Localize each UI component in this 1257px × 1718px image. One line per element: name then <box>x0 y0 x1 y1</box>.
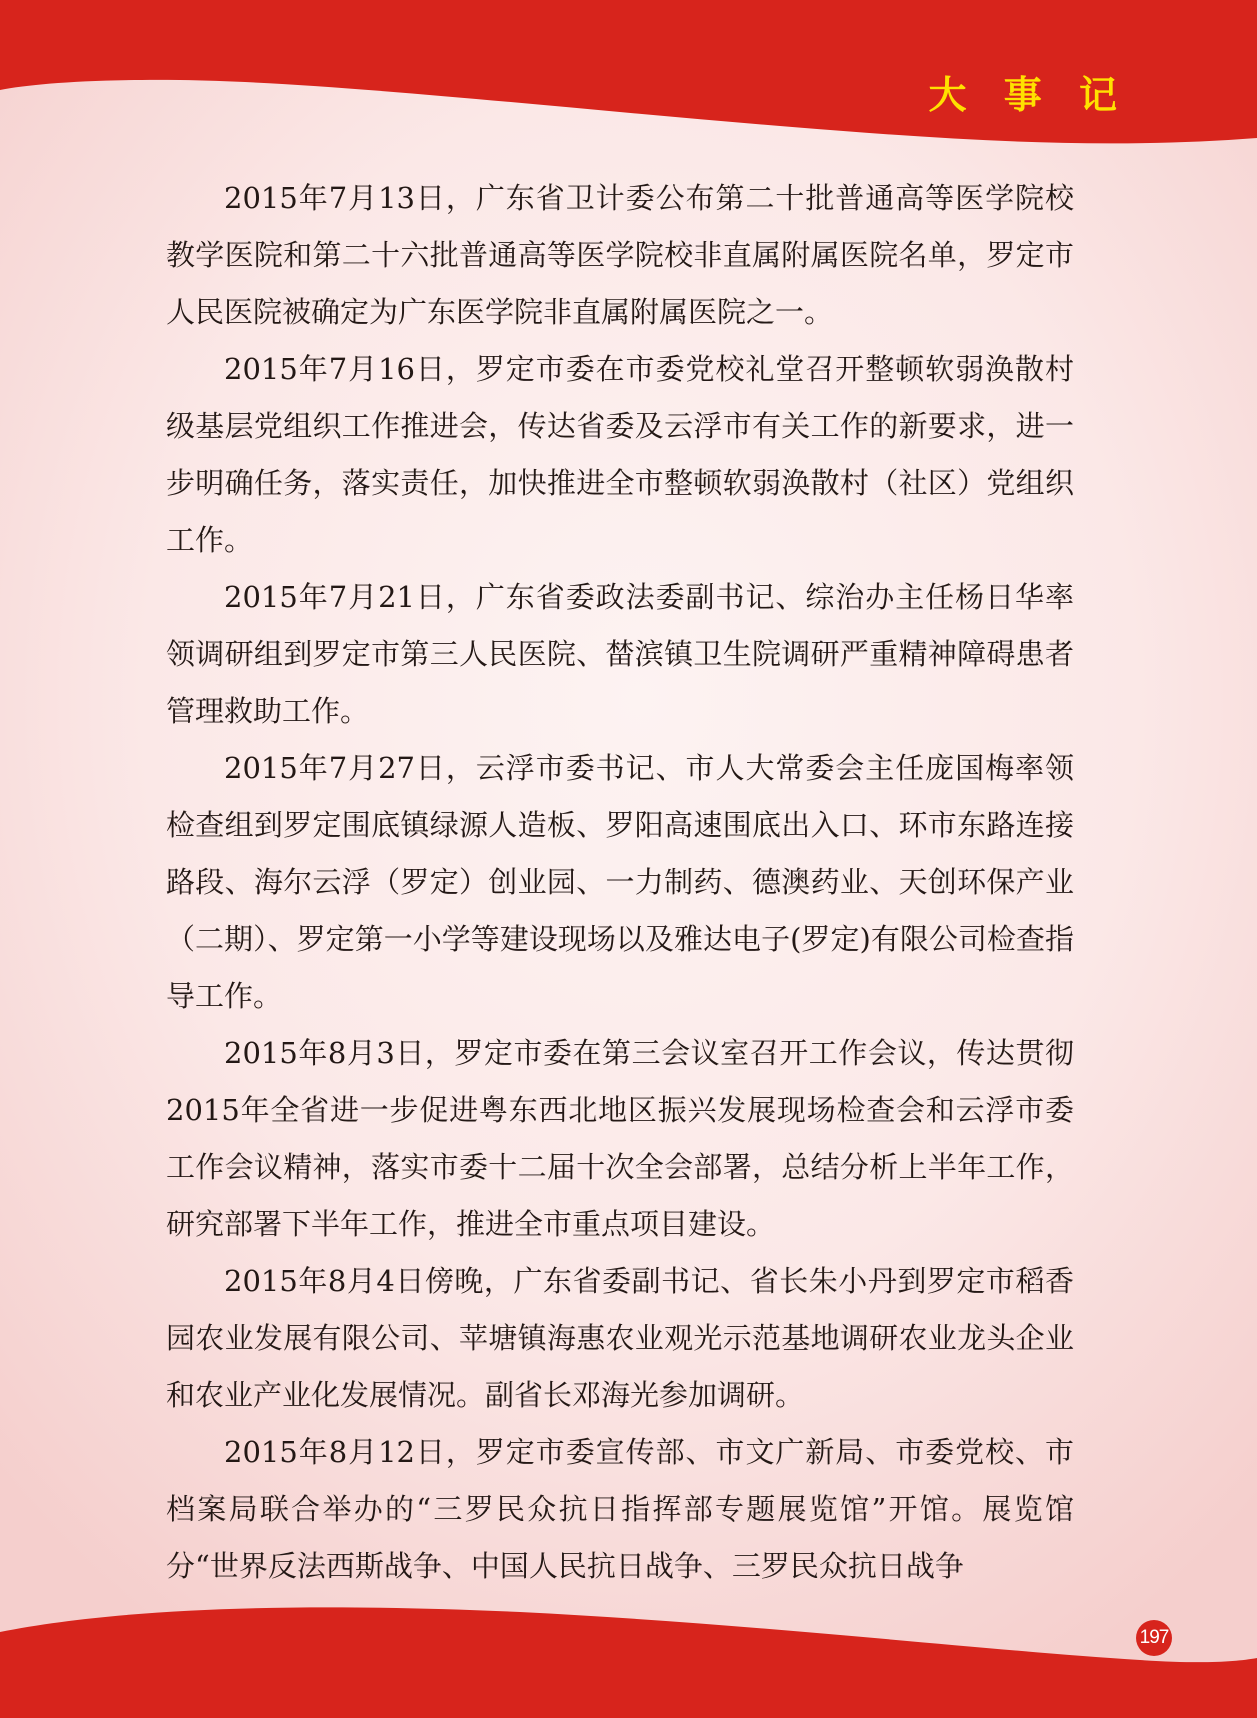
paragraph-entry: 2015年8月12日，罗定市委宣传部、市文广新局、市委党校、市档案局联合举办的“三罗民众抗日指挥部专题展览馆”开馆。展览馆分“世界反法西斯战争、中国人民抗日战争、三罗民众抗日战争 <box>166 1435 1074 1583</box>
paragraph-entry: 2015年7月21日，广东省委政法委副书记、综治办主任杨日华率领调研组到罗定市第三人民医院、榃滨镇卫生院调研严重精神障碍患者管理救助工作。 <box>166 580 1074 728</box>
paragraph-entry: 2015年8月3日，罗定市委在第三会议室召开工作会议，传达贯彻2015年全省进一步促进粤东西北地区振兴发展现场检查会和云浮市委工作会议精神，落实市委十二届十次全会部署，总结分析上半年工作，研究部署下半年工作，推进全市重点项目建设。 <box>166 1036 1074 1241</box>
page-number-badge: 197 <box>1136 1620 1172 1656</box>
paragraph-entry: 2015年7月27日，云浮市委书记、市人大常委会主任庞国梅率领检查组到罗定围底镇绿源人造板、罗阳高速围底出入口、环市东路连接路段、海尔云浮（罗定）创业园、一力制药、德澳药业、天创环保产业（二期）、罗定第一小学等建设现场以及雅达电子(罗定)有限公司检查指导工作。 <box>166 751 1074 1013</box>
bottom-red-wave-banner <box>0 1578 1257 1718</box>
paragraph-entry: 2015年7月13日，广东省卫计委公布第二十批普通高等医学院校教学医院和第二十六批普通高等医学院校非直属附属医院名单，罗定市人民医院被确定为广东医学院非直属附属医院之一。 <box>166 181 1074 329</box>
paragraph-entry: 2015年8月4日傍晚，广东省委副书记、省长朱小丹到罗定市稻香园农业发展有限公司、苹塘镇海惠农业观光示范基地调研农业龙头企业和农业产业化发展情况。副省长邓海光参加调研。 <box>166 1264 1074 1412</box>
paragraph-entry: 2015年7月16日，罗定市委在市委党校礼堂召开整顿软弱涣散村级基层党组织工作推进会，传达省委及云浮市有关工作的新要求，进一步明确任务，落实责任，加快推进全市整顿软弱涣散村（社区）党组织工作。 <box>166 352 1074 557</box>
section-title: 大 事 记 <box>928 73 1129 117</box>
chronicle-body <box>166 170 1074 1595</box>
